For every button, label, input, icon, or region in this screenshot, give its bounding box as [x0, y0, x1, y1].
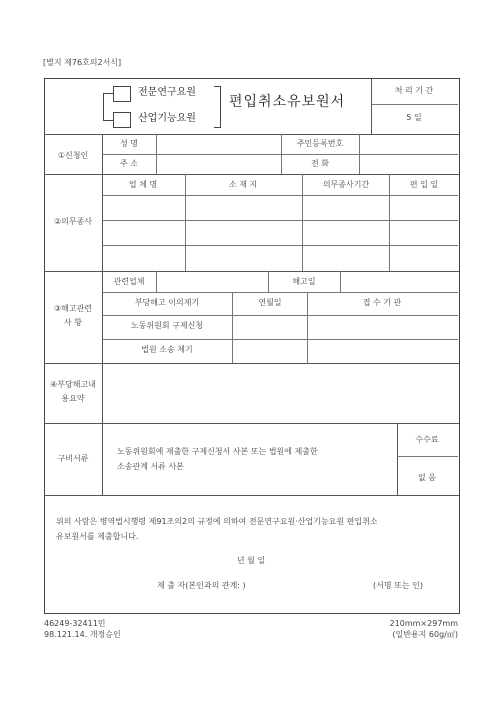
processing-value: 5 일	[406, 113, 422, 122]
documents-text-line2: 소송관계 서류 사본	[117, 462, 184, 471]
footer-approval: 98.121.14. 개정승인	[44, 630, 121, 639]
declaration-line1: 위의 사람은 병역법시행령 제91조의2의 규정에 의하여 전문연구요원·산업기능요원 편입취소	[56, 517, 378, 526]
footer-size: 210mm×297mm	[389, 619, 458, 628]
label-researcher: 전문연구요원	[138, 87, 196, 98]
label-court-suit: 법원 소송 제기	[141, 345, 193, 354]
duty-row[interactable]	[103, 196, 458, 219]
duty-row[interactable]	[103, 221, 458, 244]
documents-label: 구비서류	[57, 454, 89, 463]
col-enlist-date: 편 입 일	[409, 180, 439, 189]
checkbox-researcher[interactable]	[113, 86, 131, 102]
processing-label: 처 리 기 간	[394, 86, 434, 95]
label-dismissal-date: 해고일	[292, 277, 316, 286]
label-objection: 부당해고 이의제기	[134, 298, 200, 307]
submitter-line[interactable]: 제 출 자(본인과의 관계: )	[157, 581, 246, 590]
form-title: 편입취소유보원서	[229, 94, 346, 110]
form-code: [별지 제76호의2서식]	[43, 58, 122, 67]
col-location: 소 재 지	[228, 180, 258, 189]
checkbox-industrial[interactable]	[113, 112, 131, 128]
name-field[interactable]	[157, 135, 280, 153]
court-suit-agency-field[interactable]	[308, 340, 458, 362]
declaration-date[interactable]: 년 월 일	[236, 556, 266, 565]
court-suit-date-field[interactable]	[233, 340, 306, 362]
fee-label: 수수료	[415, 435, 439, 444]
section-dismissal-line2: 사 항	[64, 318, 82, 327]
declaration-line2: 유보원서를 제출합니다.	[56, 532, 139, 541]
duty-row[interactable]	[103, 246, 458, 270]
related-company-field[interactable]	[157, 272, 267, 291]
labor-committee-date-field[interactable]	[233, 316, 306, 338]
col-period: 의무종사기간	[322, 180, 370, 189]
footer-paper: (일반용지 60g/㎡)	[392, 630, 458, 639]
label-name: 성 명	[120, 139, 138, 148]
section-duty: ②의무종사	[53, 217, 93, 226]
col-company: 업 체 명	[128, 180, 158, 189]
section-applicant: ①신청인	[57, 151, 89, 160]
signature-label: (서명 또는 인)	[373, 581, 423, 590]
label-ymd: 연월일	[258, 298, 282, 307]
summary-label-line1: ④부당해고내	[50, 380, 96, 389]
labor-committee-agency-field[interactable]	[308, 316, 458, 338]
label-id-number: 주민등록번호	[296, 139, 344, 148]
label-related-company: 관련업체	[113, 277, 145, 286]
fee-value: 없 음	[418, 473, 436, 482]
id-number-field[interactable]	[360, 135, 457, 153]
label-phone: 전 화	[311, 159, 329, 168]
footer-code: 46249-32411민	[44, 619, 106, 628]
phone-field[interactable]	[360, 155, 457, 173]
documents-text-line1: 노동위원회에 제출한 구제신청서 사본 또는 법원에 제출한	[117, 447, 318, 456]
dismissal-date-field[interactable]	[341, 272, 458, 291]
summary-label-line2: 용요약	[61, 394, 85, 403]
header-bracket-right	[214, 86, 221, 128]
header-bracket	[103, 93, 113, 121]
summary-field[interactable]	[103, 364, 458, 422]
label-address: 주 소	[120, 159, 138, 168]
label-agency: 접 수 기 관	[362, 298, 402, 307]
label-labor-committee: 노동위원회 구제신청	[130, 321, 204, 330]
label-industrial: 산업기능요원	[138, 113, 196, 124]
section-dismissal-line1: ③해고관련	[53, 304, 93, 313]
address-field[interactable]	[157, 155, 280, 173]
